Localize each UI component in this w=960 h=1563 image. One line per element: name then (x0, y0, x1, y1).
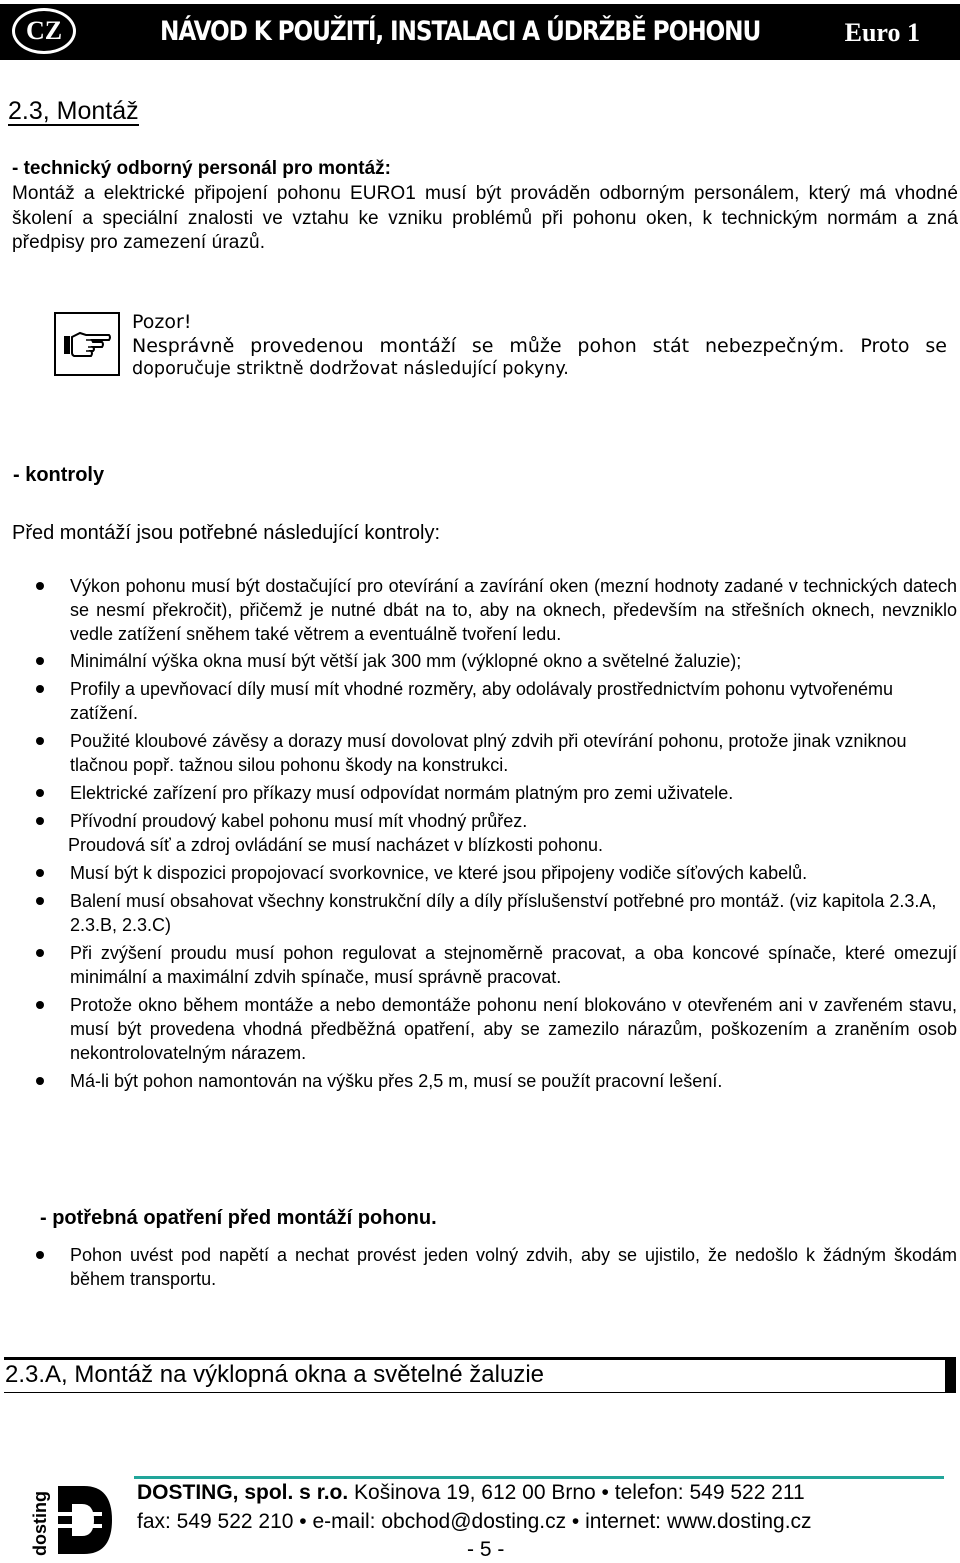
warning-line-2: doporučuje striktně dodržovat následující pokyny. (132, 359, 569, 379)
bullet-icon (36, 949, 44, 957)
bullet-icon (36, 737, 44, 745)
dosting-logo (28, 1482, 118, 1558)
personnel-text: Montáž a elektrické připojení pohonu EURO1 musí být prováděn odborným personálem, který má vhodné školení a speciální znalosti ve vztahu ke vzniku problémů při pohonu oken, k technickým normám a zná předpisy pro zamezení úrazů. (12, 183, 958, 253)
checks-heading: - kontroly (13, 464, 105, 486)
footer-divider (134, 1476, 944, 1479)
checks-intro: Před montáží jsou potřebné následující kontroly: (12, 522, 441, 544)
bullet-icon (36, 817, 44, 825)
list-item: Elektrické zařízení pro příkazy musí odpovídat normám platným pro zemi uživatele. (0, 781, 960, 805)
logo-wordmark: dosting (30, 1491, 50, 1556)
list-item: Při zvýšení proudu musí pohon regulovat a stejnoměrně pracovat, a oba koncové spínače, které omezují minimální a maximální zdvih spínače, musí správně pracovat. (0, 941, 960, 989)
list-item: Balení musí obsahovat všechny konstrukční díly a díly příslušenství potřebné pro montáž. (viz kapitola 2.3.A, 2.3.B, 2.3.C) (0, 889, 960, 937)
measures-heading: - potřebná opatření před montáží pohonu. (40, 1207, 437, 1229)
bullet-icon (36, 897, 44, 905)
list-item: Má-li být pohon namontován na výšku přes 2,5 m, musí se použít pracovní lešení. (0, 1069, 960, 1093)
list-item: Profily a upevňovací díly musí mít vhodné rozměry, aby odolávaly prostřednictvím pohonu vytvořenému zatížení. (0, 677, 960, 725)
list-item: Pohon uvést pod napětí a nechat provést jeden volný zdvih, aby se ujistilo, že nedošlo k žádným škodám během transportu. (0, 1243, 960, 1291)
list-item: Přívodní proudový kabel pohonu musí mít vhodný průřez. Proudová síť a zdroj ovládání se musí nacházet v blízkosti pohonu. (0, 809, 960, 857)
document-header (0, 4, 960, 60)
company-address: Košinova 19, 612 00 Brno • telefon: 549 522 211 (354, 1481, 805, 1504)
product-model: Euro 1 (844, 18, 920, 47)
bullet-icon (36, 1077, 44, 1085)
measures-list (0, 1243, 960, 1291)
list-item: Minimální výška okna musí být větší jak 300 mm (výklopné okno a světelné žaluzie); (0, 649, 960, 673)
list-item: Výkon pohonu musí být dostačující pro otevírání a zavírání oken (mezní hodnoty zadané v technických datech se nesmí překročit), přičemž je nutné dbát na to, aby na oknech, především na střešních oknech, nevzniklo vedle zatížení sněhem také větrem a eventuálně tvoření ledu. (0, 574, 960, 646)
bullet-icon (36, 1001, 44, 1009)
list-item: Musí být k dispozici propojovací svorkovnice, ve které jsou připojeny vodiče síťových kabelů. (0, 861, 960, 885)
bullet-icon (36, 582, 44, 590)
warning-notice (132, 311, 947, 382)
warning-line-1: Nesprávně provedenou montáží se může pohon stát nebezpečným. Proto se (132, 334, 947, 357)
footer-contacts: fax: 549 522 210 • e-mail: obchod@dosting.cz • internet: www.dosting.cz (137, 1510, 812, 1533)
list-item: Použité kloubové závěsy a dorazy musí dovolovat plný zdvih při otevírání pohonu, protože jinak vzniknou tlačnou popř. tažnou silou pohonu škody na konstrukci. (0, 729, 960, 777)
warning-title: Pozor! (132, 311, 192, 333)
bullet-icon (36, 1251, 44, 1259)
checks-list (0, 574, 960, 1093)
footer-company-line (137, 1481, 805, 1505)
bullet-icon (36, 657, 44, 665)
section-title: 2.3, Montáž (8, 97, 139, 125)
bullet-icon (36, 685, 44, 693)
list-item: Protože okno během montáže a nebo demontáže pohonu není blokováno v otevřeném ani v zavřeném stavu, musí být provedena vhodná předběžná opatření, aby se zamezilo nárazům, poškozením a zraněním osob nekontrolovatelným nárazem. (0, 993, 960, 1065)
page-number: - 5 - (467, 1538, 505, 1561)
list-item-extra-line: Proudová síť a zdroj ovládání se musí nacházet v blízkosti pohonu. (68, 835, 604, 855)
subsection-title: 2.3.A, Montáž na výklopná okna a světelné žaluzie (3, 1360, 945, 1392)
company-name: DOSTING, spol. s r.o. (137, 1481, 349, 1504)
bullet-icon (36, 789, 44, 797)
personnel-heading: - technický odborný personál pro montáž: (12, 158, 391, 179)
pointing-hand-icon (54, 312, 120, 376)
bullet-icon (36, 869, 44, 877)
manual-title: NÁVOD K POUŽITÍ, INSTALACI A ÚDRŽBĚ POHONU (160, 16, 761, 47)
language-badge: CZ (12, 8, 76, 54)
